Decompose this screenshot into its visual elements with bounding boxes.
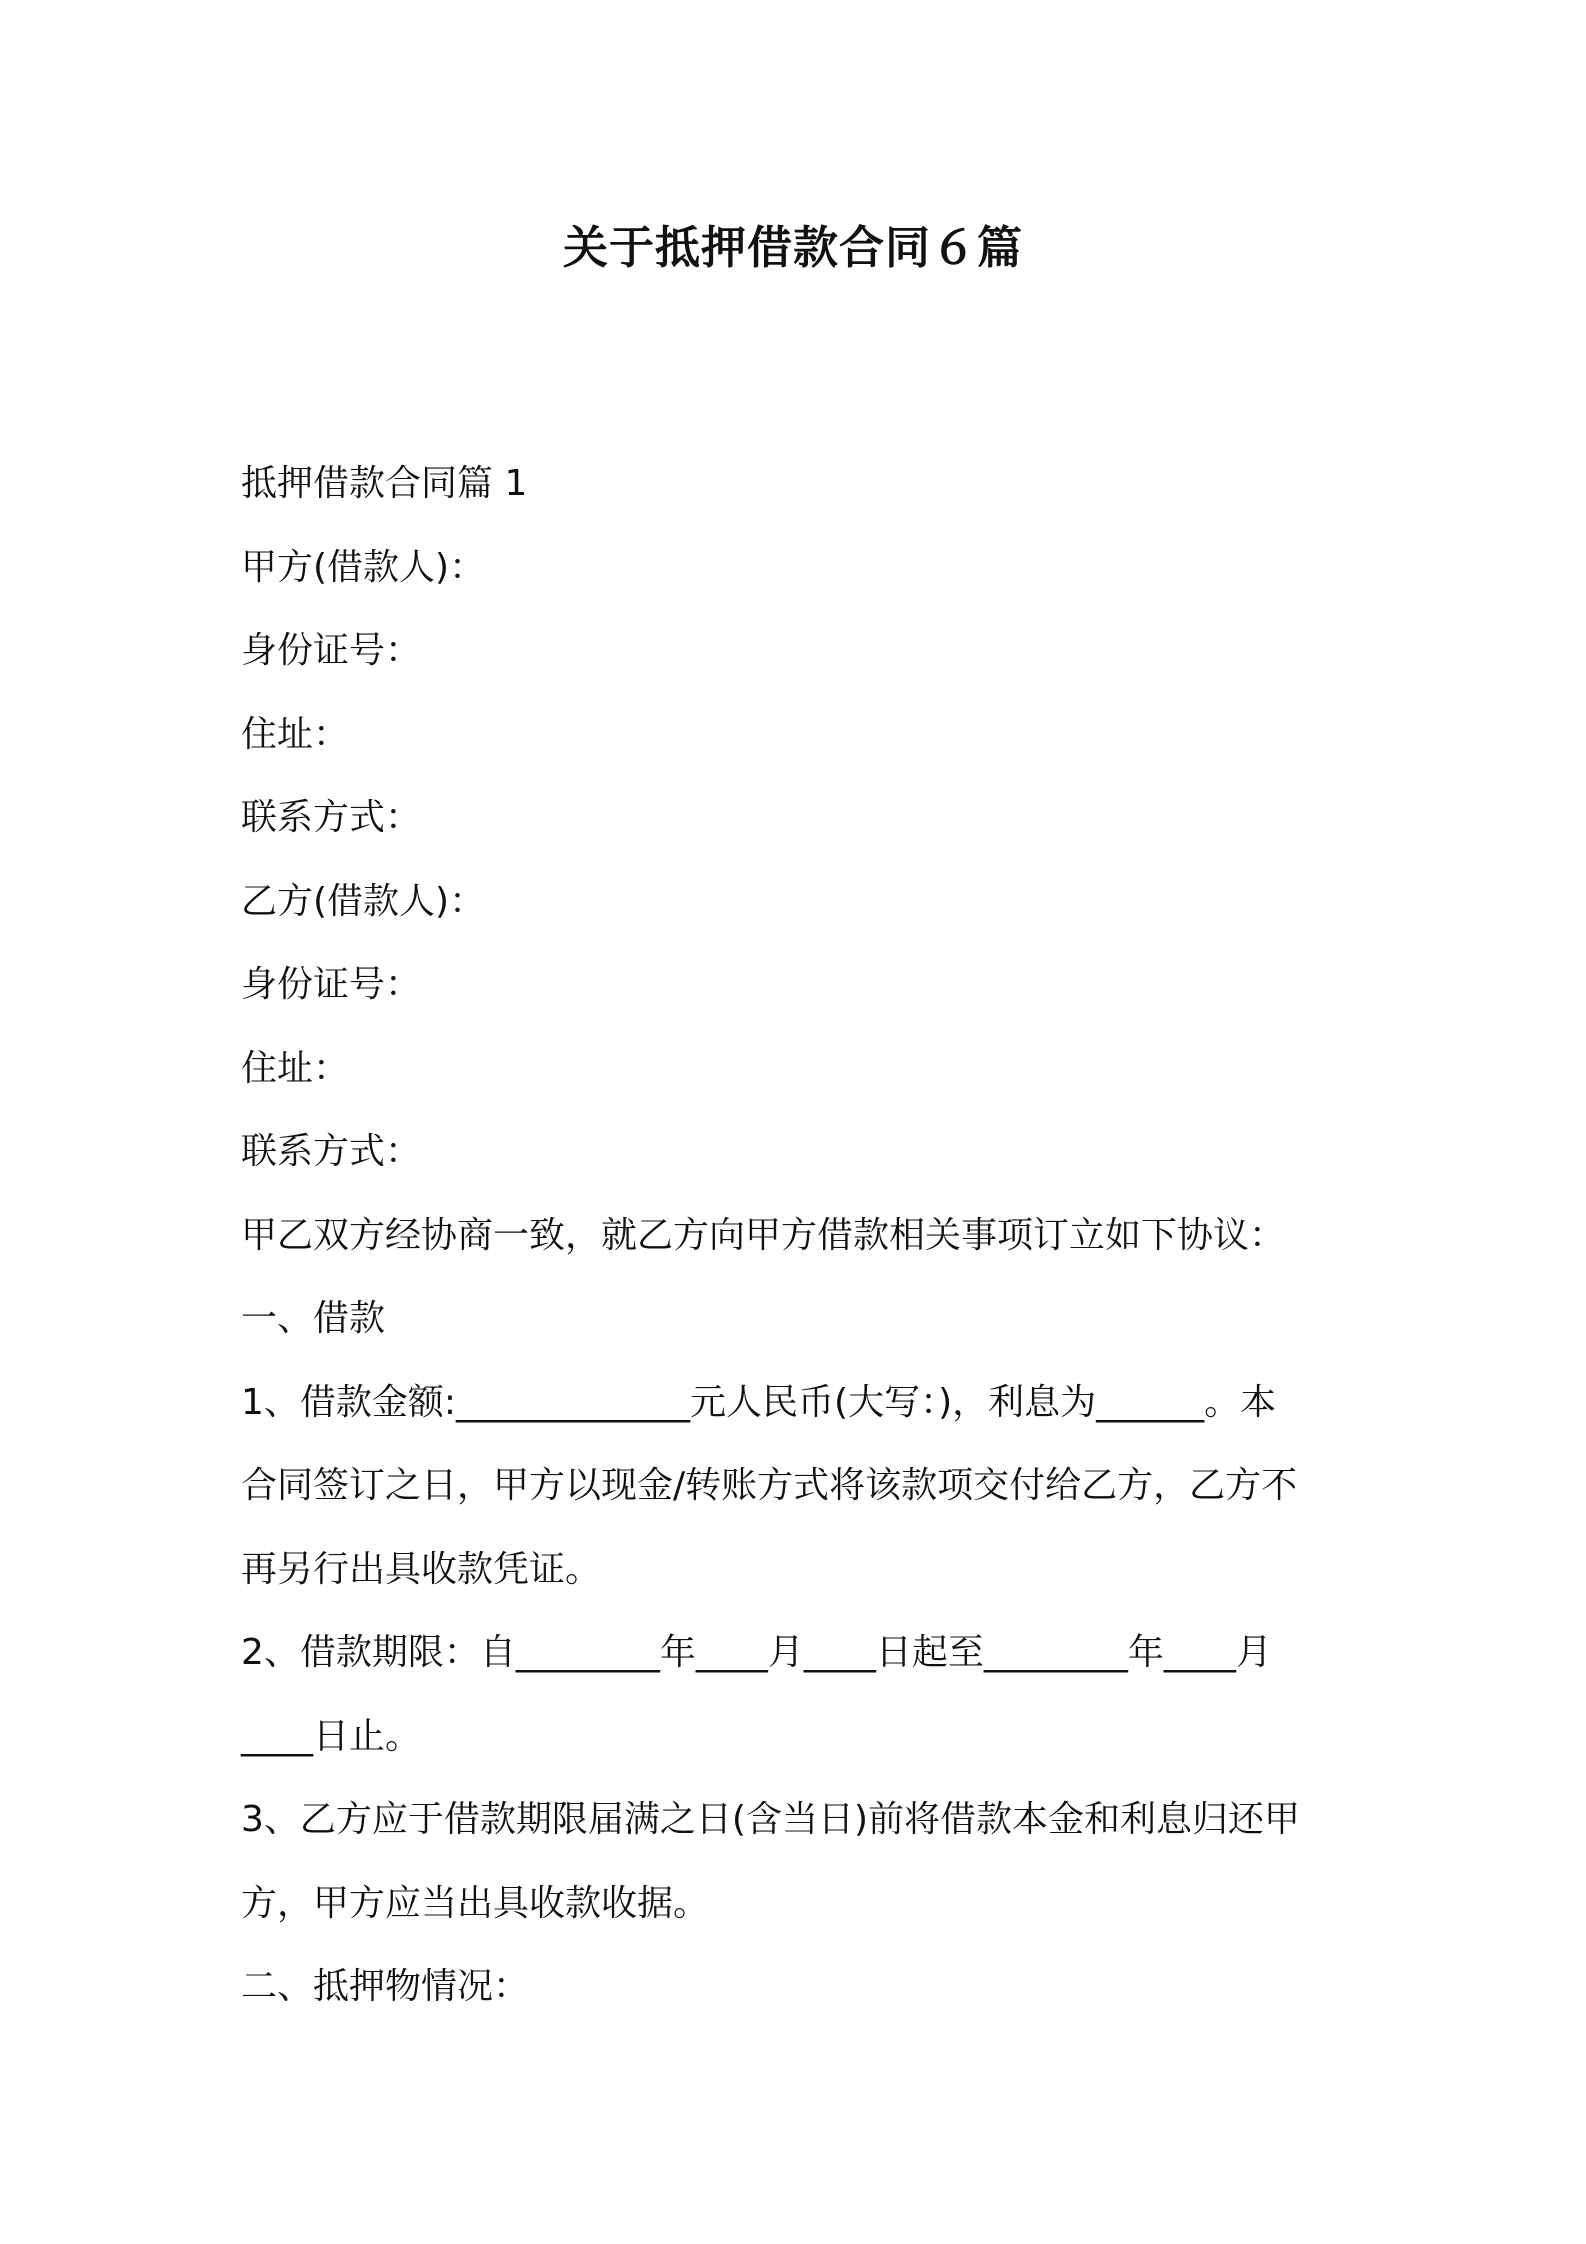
clause-2-line-1: 2、借款期限：自________年____月____日起至________年____月 <box>241 1632 1272 1673</box>
section-heading: 抵押借款合同篇 1 <box>241 463 528 504</box>
heading-loan: 一、借款 <box>241 1298 386 1339</box>
clause-3-line-1: 3、乙方应于借款期限届满之日(含当日)前将借款本金和利息归还甲 <box>241 1799 1300 1840</box>
party-a-label: 甲方(借款人)： <box>241 546 486 588</box>
clause-1-line-2: 合同签订之日，甲方以现金/转账方式将该款项交付给乙方，乙方不 <box>241 1465 1298 1506</box>
party-b-id-field: 身份证号： <box>241 964 422 1005</box>
document-title: 关于抵押借款合同６篇 <box>562 221 1023 274</box>
document-body <box>241 442 1357 2029</box>
party-b-contact-field: 联系方式： <box>241 1131 422 1172</box>
clause-2-line-2: ____日止。 <box>241 1715 422 1757</box>
party-a-address-field: 住址： <box>241 713 350 755</box>
party-b-address-field: 住址： <box>241 1047 350 1089</box>
clause-1-line-3: 再另行出具收款凭证。 <box>241 1548 602 1590</box>
clause-3-line-2: 方，甲方应当出具收款收据。 <box>241 1882 710 1924</box>
party-a-id-field: 身份证号： <box>241 630 422 671</box>
heading-collateral: 二、抵押物情况： <box>241 1966 530 2007</box>
party-a-contact-field: 联系方式： <box>241 797 422 838</box>
clause-1-line-1: 1、借款金额:_____________元人民币(大写：)，利息为______。本 <box>241 1381 1277 1423</box>
agreement-intro: 甲乙双方经协商一致，就乙方向甲方借款相关事项订立如下协议： <box>241 1214 1286 1256</box>
party-b-label: 乙方(借款人)： <box>241 880 486 922</box>
